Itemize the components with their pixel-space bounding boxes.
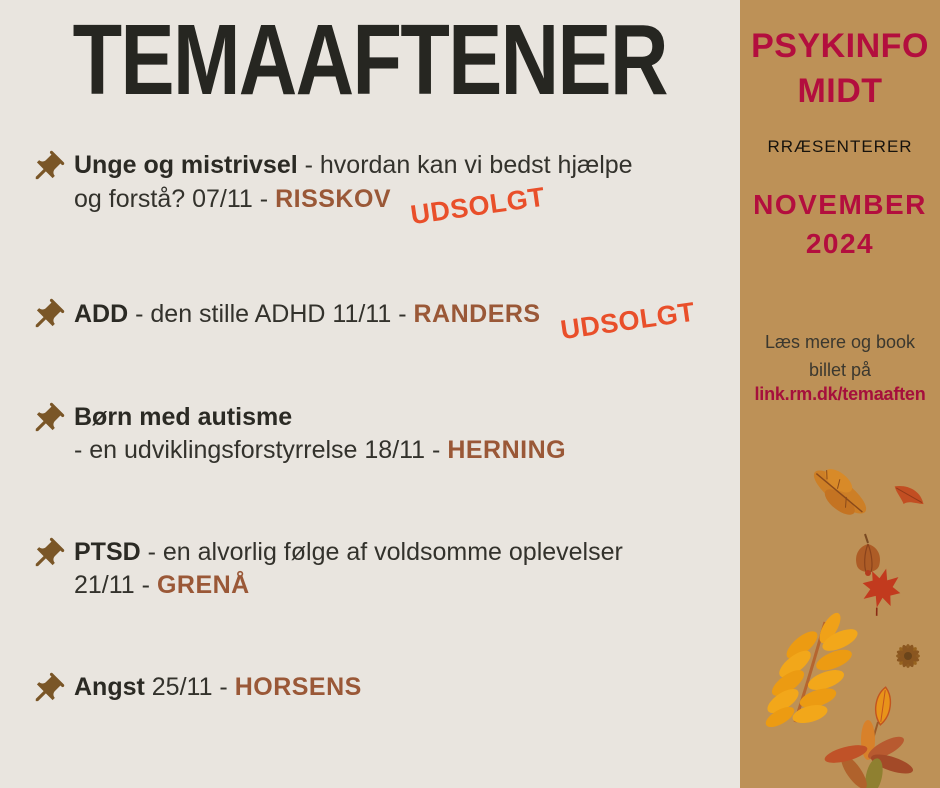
event-item-add <box>28 296 718 346</box>
event-location: HERNING <box>447 436 567 464</box>
event-location: GRENÅ <box>156 571 250 599</box>
page-title: TEMAAFTENER <box>72 4 668 116</box>
event-desc: 25/11 - <box>144 673 235 701</box>
leaf-fragment-icon <box>890 483 927 510</box>
event-item-born-med-autisme <box>28 401 718 467</box>
event-line <box>74 434 718 467</box>
event-item-unge-og-mistrivsel <box>28 149 718 231</box>
event-line <box>74 536 718 569</box>
small-leaf-icon <box>873 686 892 726</box>
month-line2: 2024 <box>805 228 875 259</box>
event-desc: - en udviklingsforstyrrelse 18/11 - <box>74 436 448 464</box>
event-line <box>74 401 718 434</box>
pushpin-icon <box>28 401 66 439</box>
presents-label: RRÆSENTERER <box>767 137 913 156</box>
sold-out-badge: UDSOLGT <box>558 296 697 346</box>
pushpin-icon <box>28 536 66 574</box>
event-desc: og forstå? 07/11 - <box>74 185 276 213</box>
pushpin-icon <box>28 671 66 709</box>
pushpin-icon <box>28 149 66 187</box>
event-location: HORSENS <box>234 673 362 701</box>
page-title-wrap <box>0 4 740 116</box>
event-topic: ADD <box>74 300 129 328</box>
brand-line2: MIDT <box>797 72 883 110</box>
event-line <box>74 149 718 182</box>
event-topic: Børn med autisme <box>74 403 293 431</box>
event-desc: - hvordan kan vi bedst hjælpe <box>297 151 633 179</box>
physalis-pod-icon <box>856 534 880 576</box>
event-desc: 21/11 - <box>74 571 157 599</box>
event-location: RANDERS <box>413 300 541 328</box>
event-line <box>74 296 718 346</box>
event-line <box>74 569 718 602</box>
event-line <box>74 181 718 231</box>
creeper-leaf-icon <box>823 720 915 788</box>
event-desc: - en alvorlig følge af voldsomme oplevelser <box>140 538 623 566</box>
event-location: RISSKOV <box>275 185 392 213</box>
brand-line1: PSYKINFO <box>751 27 929 65</box>
autumn-leaves-decoration <box>740 440 940 788</box>
event-desc: - den stille ADHD 11/11 - <box>128 300 414 328</box>
event-line <box>74 671 718 704</box>
sidebar <box>740 0 940 788</box>
month-label <box>740 185 940 263</box>
maple-leaf-icon <box>855 564 905 620</box>
pushpin-icon <box>28 297 66 335</box>
sold-out-badge: UDSOLGT <box>408 181 548 231</box>
brand-title <box>740 24 940 114</box>
booking-link[interactable]: link.rm.dk/temaaften <box>754 384 926 404</box>
event-topic: PTSD <box>74 538 141 566</box>
month-line1: NOVEMBER <box>753 189 927 220</box>
event-topic: Unge og mistrivsel <box>74 151 298 179</box>
booking-info-line2: billet på <box>808 360 872 380</box>
star-anise-icon <box>896 644 921 669</box>
booking-info-line1: Læs mere og book <box>764 332 916 352</box>
booking-info-text <box>740 328 940 384</box>
rowan-leaf-icon <box>763 610 861 731</box>
event-topic: Angst <box>74 673 145 701</box>
oak-leaf-icon <box>805 460 875 525</box>
event-item-angst <box>28 671 718 704</box>
event-item-ptsd <box>28 536 718 602</box>
